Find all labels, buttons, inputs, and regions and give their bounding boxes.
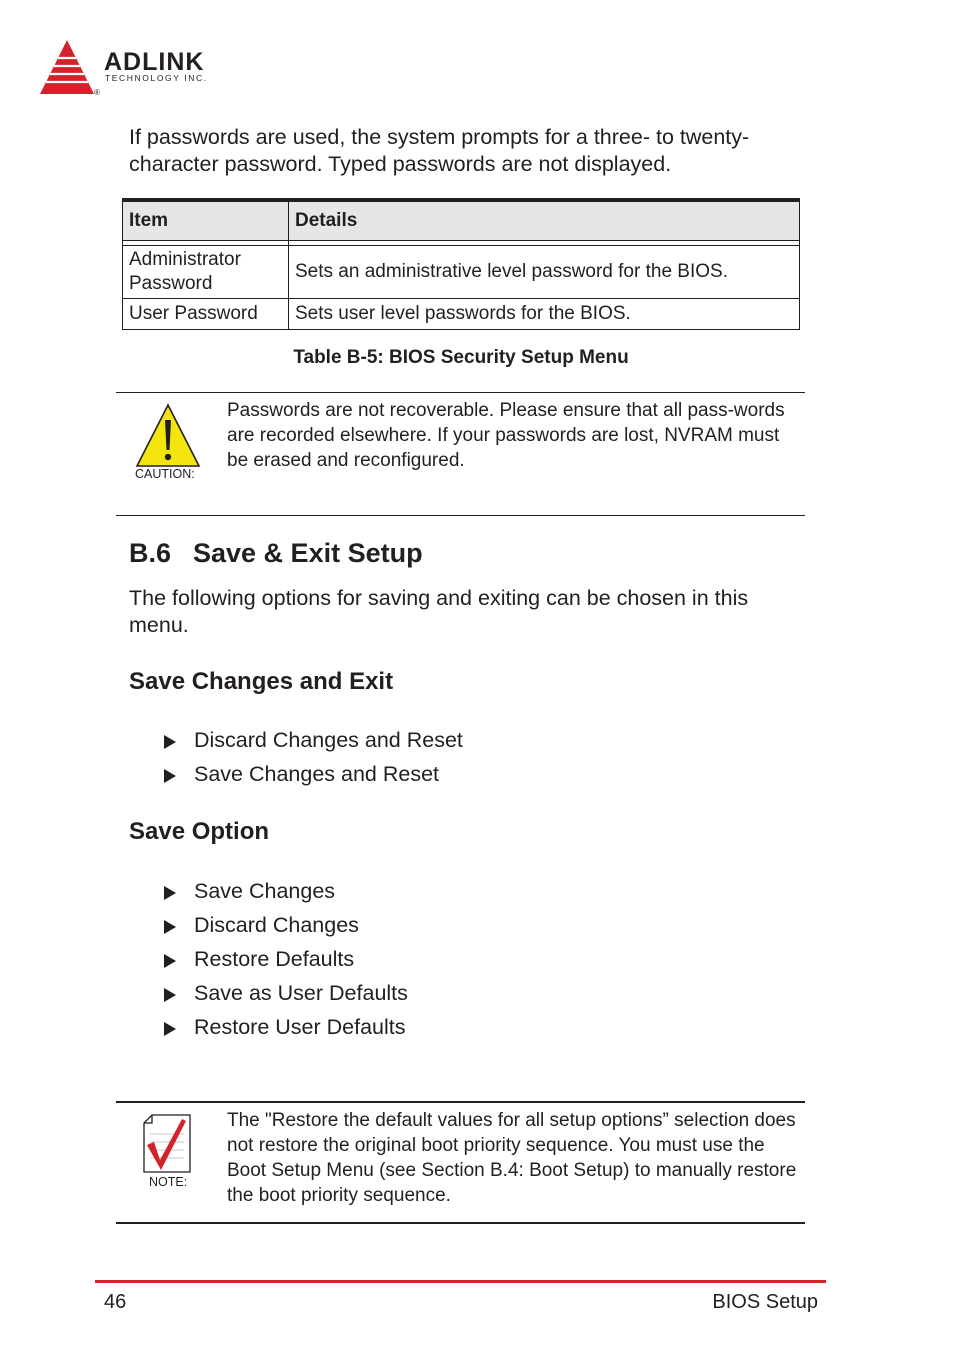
note-checkmark-icon: [140, 1112, 194, 1174]
caution-text: Passwords are not recoverable. Please ensure that all pass-words are recorded elsewhere. If your passwords are lost, NVRAM must be erased and reconfigured.: [227, 400, 785, 471]
note-label: NOTE:: [149, 1175, 188, 1189]
list-item: Save Changes and Reset: [160, 757, 463, 791]
table-cell-item: Administrator Password: [123, 246, 289, 299]
logo-subtitle: TECHNOLOGY INC.: [105, 73, 208, 83]
list-item: Restore Defaults: [160, 942, 408, 976]
table-cell-details: Sets an administrative level password for the BIOS.: [289, 246, 800, 299]
adlink-triangle-icon: [40, 38, 102, 100]
section-intro: The following options for saving and exiting can be chosen in this menu.: [129, 586, 749, 637]
save-option-list: [160, 874, 408, 1044]
bullet-triangle-icon: [164, 886, 176, 900]
note-text: The "Restore the default values for all setup options” selection does not restore the original boot priority sequence. You must use the Boot Setup Menu (see Section B.4: Boot Setup) to manually restore the boot priority sequence.: [227, 1110, 797, 1206]
table-cell-details: Sets user level passwords for the BIOS.: [289, 299, 800, 330]
security-table: [122, 198, 800, 330]
caution-label: CAUTION:: [135, 467, 195, 481]
note-bottom-rule: [116, 1222, 805, 1224]
bullet-triangle-icon: [164, 735, 176, 749]
bullet-triangle-icon: [164, 920, 176, 934]
caution-triangle-icon: [134, 402, 202, 468]
list-item: Discard Changes: [160, 908, 408, 942]
save-changes-exit-list: [160, 723, 463, 791]
bullet-triangle-icon: [164, 954, 176, 968]
footer-rule: [95, 1280, 826, 1283]
list-item: Restore User Defaults: [160, 1010, 408, 1044]
section-heading: [129, 538, 423, 569]
section-title: Save & Exit Setup: [193, 538, 423, 568]
table-header-row: [123, 200, 800, 241]
save-changes-exit-heading: Save Changes and Exit: [129, 668, 394, 695]
bullet-triangle-icon: [164, 1022, 176, 1036]
logo-wordmark: ADLINK: [104, 48, 205, 76]
list-item: Save Changes: [160, 874, 408, 908]
table-row: [123, 246, 800, 299]
footer-section-name: BIOS Setup: [712, 1291, 818, 1313]
bullet-triangle-icon: [164, 769, 176, 783]
note-top-rule: [116, 1101, 805, 1103]
list-item: Save as User Defaults: [160, 976, 408, 1010]
caution-top-rule: [116, 392, 805, 393]
table-header-details: Details: [289, 200, 800, 241]
table-caption: Table B-5: BIOS Security Setup Menu: [293, 347, 629, 368]
list-item: Discard Changes and Reset: [160, 723, 463, 757]
table-header-item: Item: [123, 200, 289, 241]
registered-mark: ®: [94, 88, 100, 97]
section-number: B.6: [129, 538, 172, 568]
caution-bottom-rule: [116, 515, 805, 516]
table-cell-item: User Password: [123, 299, 289, 330]
save-option-heading: Save Option: [129, 818, 270, 845]
bullet-triangle-icon: [164, 988, 176, 1002]
intro-paragraph: If passwords are used, the system prompts for a three- to twenty-character password. Typed passwords are not displayed.: [129, 125, 750, 176]
page-number: 46: [104, 1291, 127, 1313]
table-row: [123, 299, 800, 330]
